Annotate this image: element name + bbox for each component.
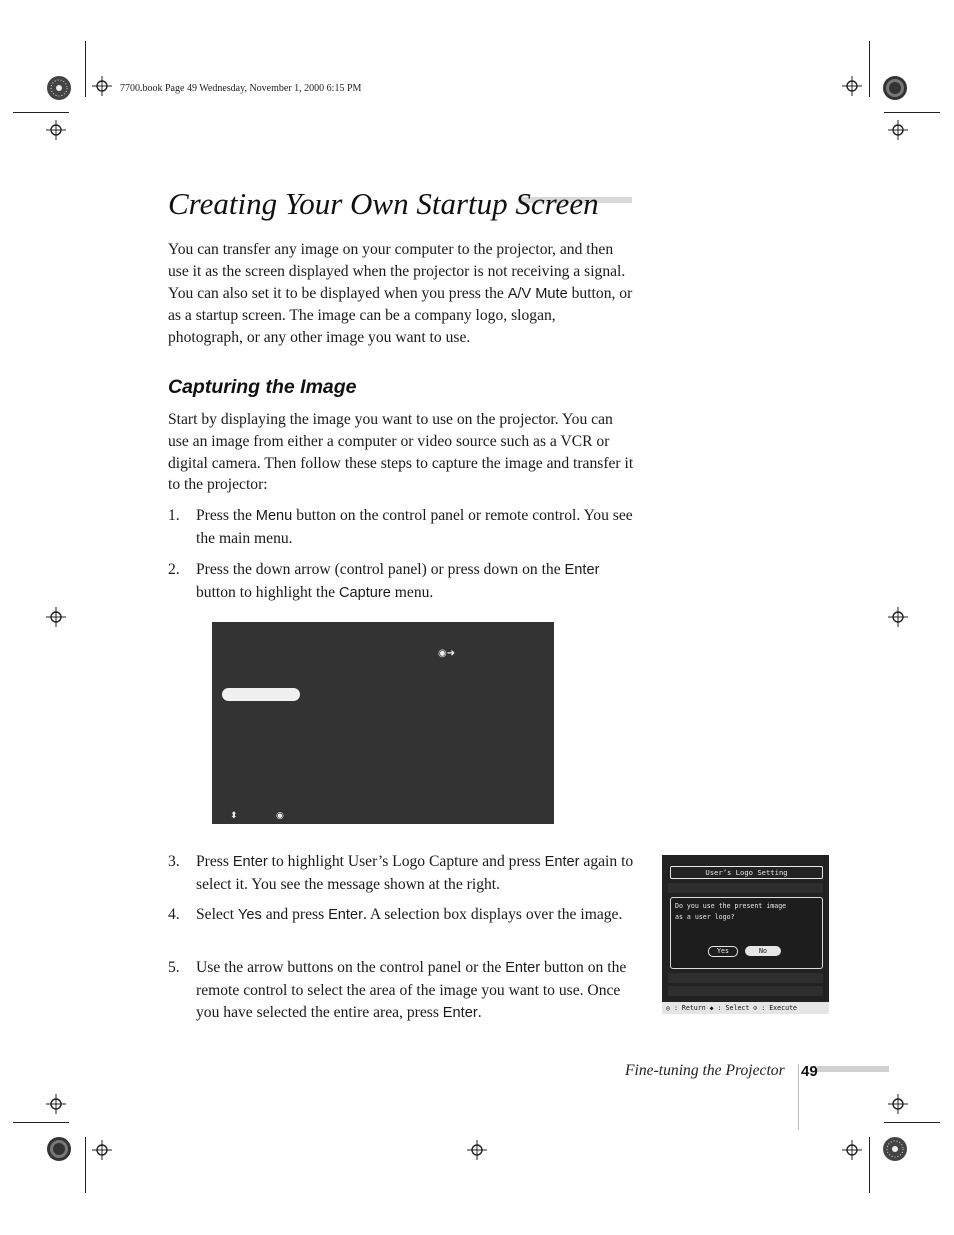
registration-mark-icon xyxy=(46,1094,66,1114)
crop-mark xyxy=(884,1122,940,1123)
registration-mark-icon xyxy=(46,120,66,140)
section-heading: Capturing the Image xyxy=(168,376,357,398)
key-label: Enter xyxy=(328,907,363,923)
page-number: 49 xyxy=(801,1063,818,1080)
enter-icon: ◉ xyxy=(276,810,284,820)
crop-mark xyxy=(85,1137,86,1193)
footer-rule xyxy=(798,1064,799,1130)
registration-mark-icon xyxy=(888,120,908,140)
no-button: No xyxy=(745,946,781,956)
menu-row xyxy=(668,973,823,983)
key-label: Enter xyxy=(564,562,600,578)
menu-row xyxy=(668,986,823,996)
key-label: Enter xyxy=(442,1004,478,1021)
enter-return-icon: ◉➜ xyxy=(438,648,456,659)
crop-mark xyxy=(85,41,86,97)
dialog-message: Do you use the present image as a user logo? xyxy=(675,902,787,921)
crop-mark xyxy=(13,112,69,113)
registration-mark-icon xyxy=(92,76,112,96)
key-label: Enter xyxy=(232,854,268,870)
yes-button: Yes xyxy=(708,946,738,957)
registration-mark-icon xyxy=(842,1140,862,1160)
crop-mark xyxy=(869,41,870,97)
key-label: Enter xyxy=(544,854,580,870)
registration-mark-icon xyxy=(842,76,862,96)
main-menu-screenshot xyxy=(212,622,554,824)
registration-mark-icon xyxy=(467,1140,487,1160)
users-logo-setting-screenshot xyxy=(662,855,829,1014)
key-label: Capture xyxy=(338,584,391,601)
registration-mark-icon xyxy=(888,1094,908,1114)
up-down-arrow-icon: ⬍ xyxy=(230,810,238,820)
menu-row xyxy=(668,883,823,893)
starburst-target-icon xyxy=(882,1136,908,1162)
registration-mark-icon xyxy=(888,607,908,627)
capture-menu-highlight xyxy=(222,688,300,701)
registration-mark-icon xyxy=(92,1140,112,1160)
section-paragraph: Start by displaying the image you want to use on the projector. You can use an image from either a computer or video source such as a VCR or digital camera. Then follow these steps to capture the image and transfer it to the projector: xyxy=(168,411,634,494)
dialog-footer-hints: ◎ : Return ◆ : Select ⊙ : Execute xyxy=(662,1002,829,1014)
key-label: Yes xyxy=(238,907,262,923)
print-slug: 7700.book Page 49 Wednesday, November 1, 2000 6:15 PM xyxy=(120,83,362,94)
starburst-target-icon xyxy=(46,1136,72,1162)
intro-paragraph: You can transfer any image on your computer to the projector, and then use it as the screen displayed when the projector is not receiving a signal. You can also set it to be displayed when you press the A/V Mute button, or as a startup screen. The image can be a company logo, slogan, photograph, or any other image you want to use. xyxy=(168,241,633,347)
key-label: Enter xyxy=(505,960,541,976)
key-label: A/V Mute xyxy=(507,285,568,302)
crop-mark xyxy=(13,1122,69,1123)
page-title: Creating Your Own Startup Screen xyxy=(168,186,599,221)
starburst-target-icon xyxy=(46,75,72,101)
starburst-target-icon xyxy=(882,75,908,101)
crop-mark xyxy=(884,112,940,113)
key-label: Menu xyxy=(255,508,293,524)
registration-mark-icon xyxy=(46,607,66,627)
dialog-title: User’s Logo Setting xyxy=(670,866,823,879)
crop-mark xyxy=(869,1137,870,1193)
footer-bar xyxy=(817,1066,889,1072)
chapter-name: Fine-tuning the Projector xyxy=(625,1062,785,1079)
